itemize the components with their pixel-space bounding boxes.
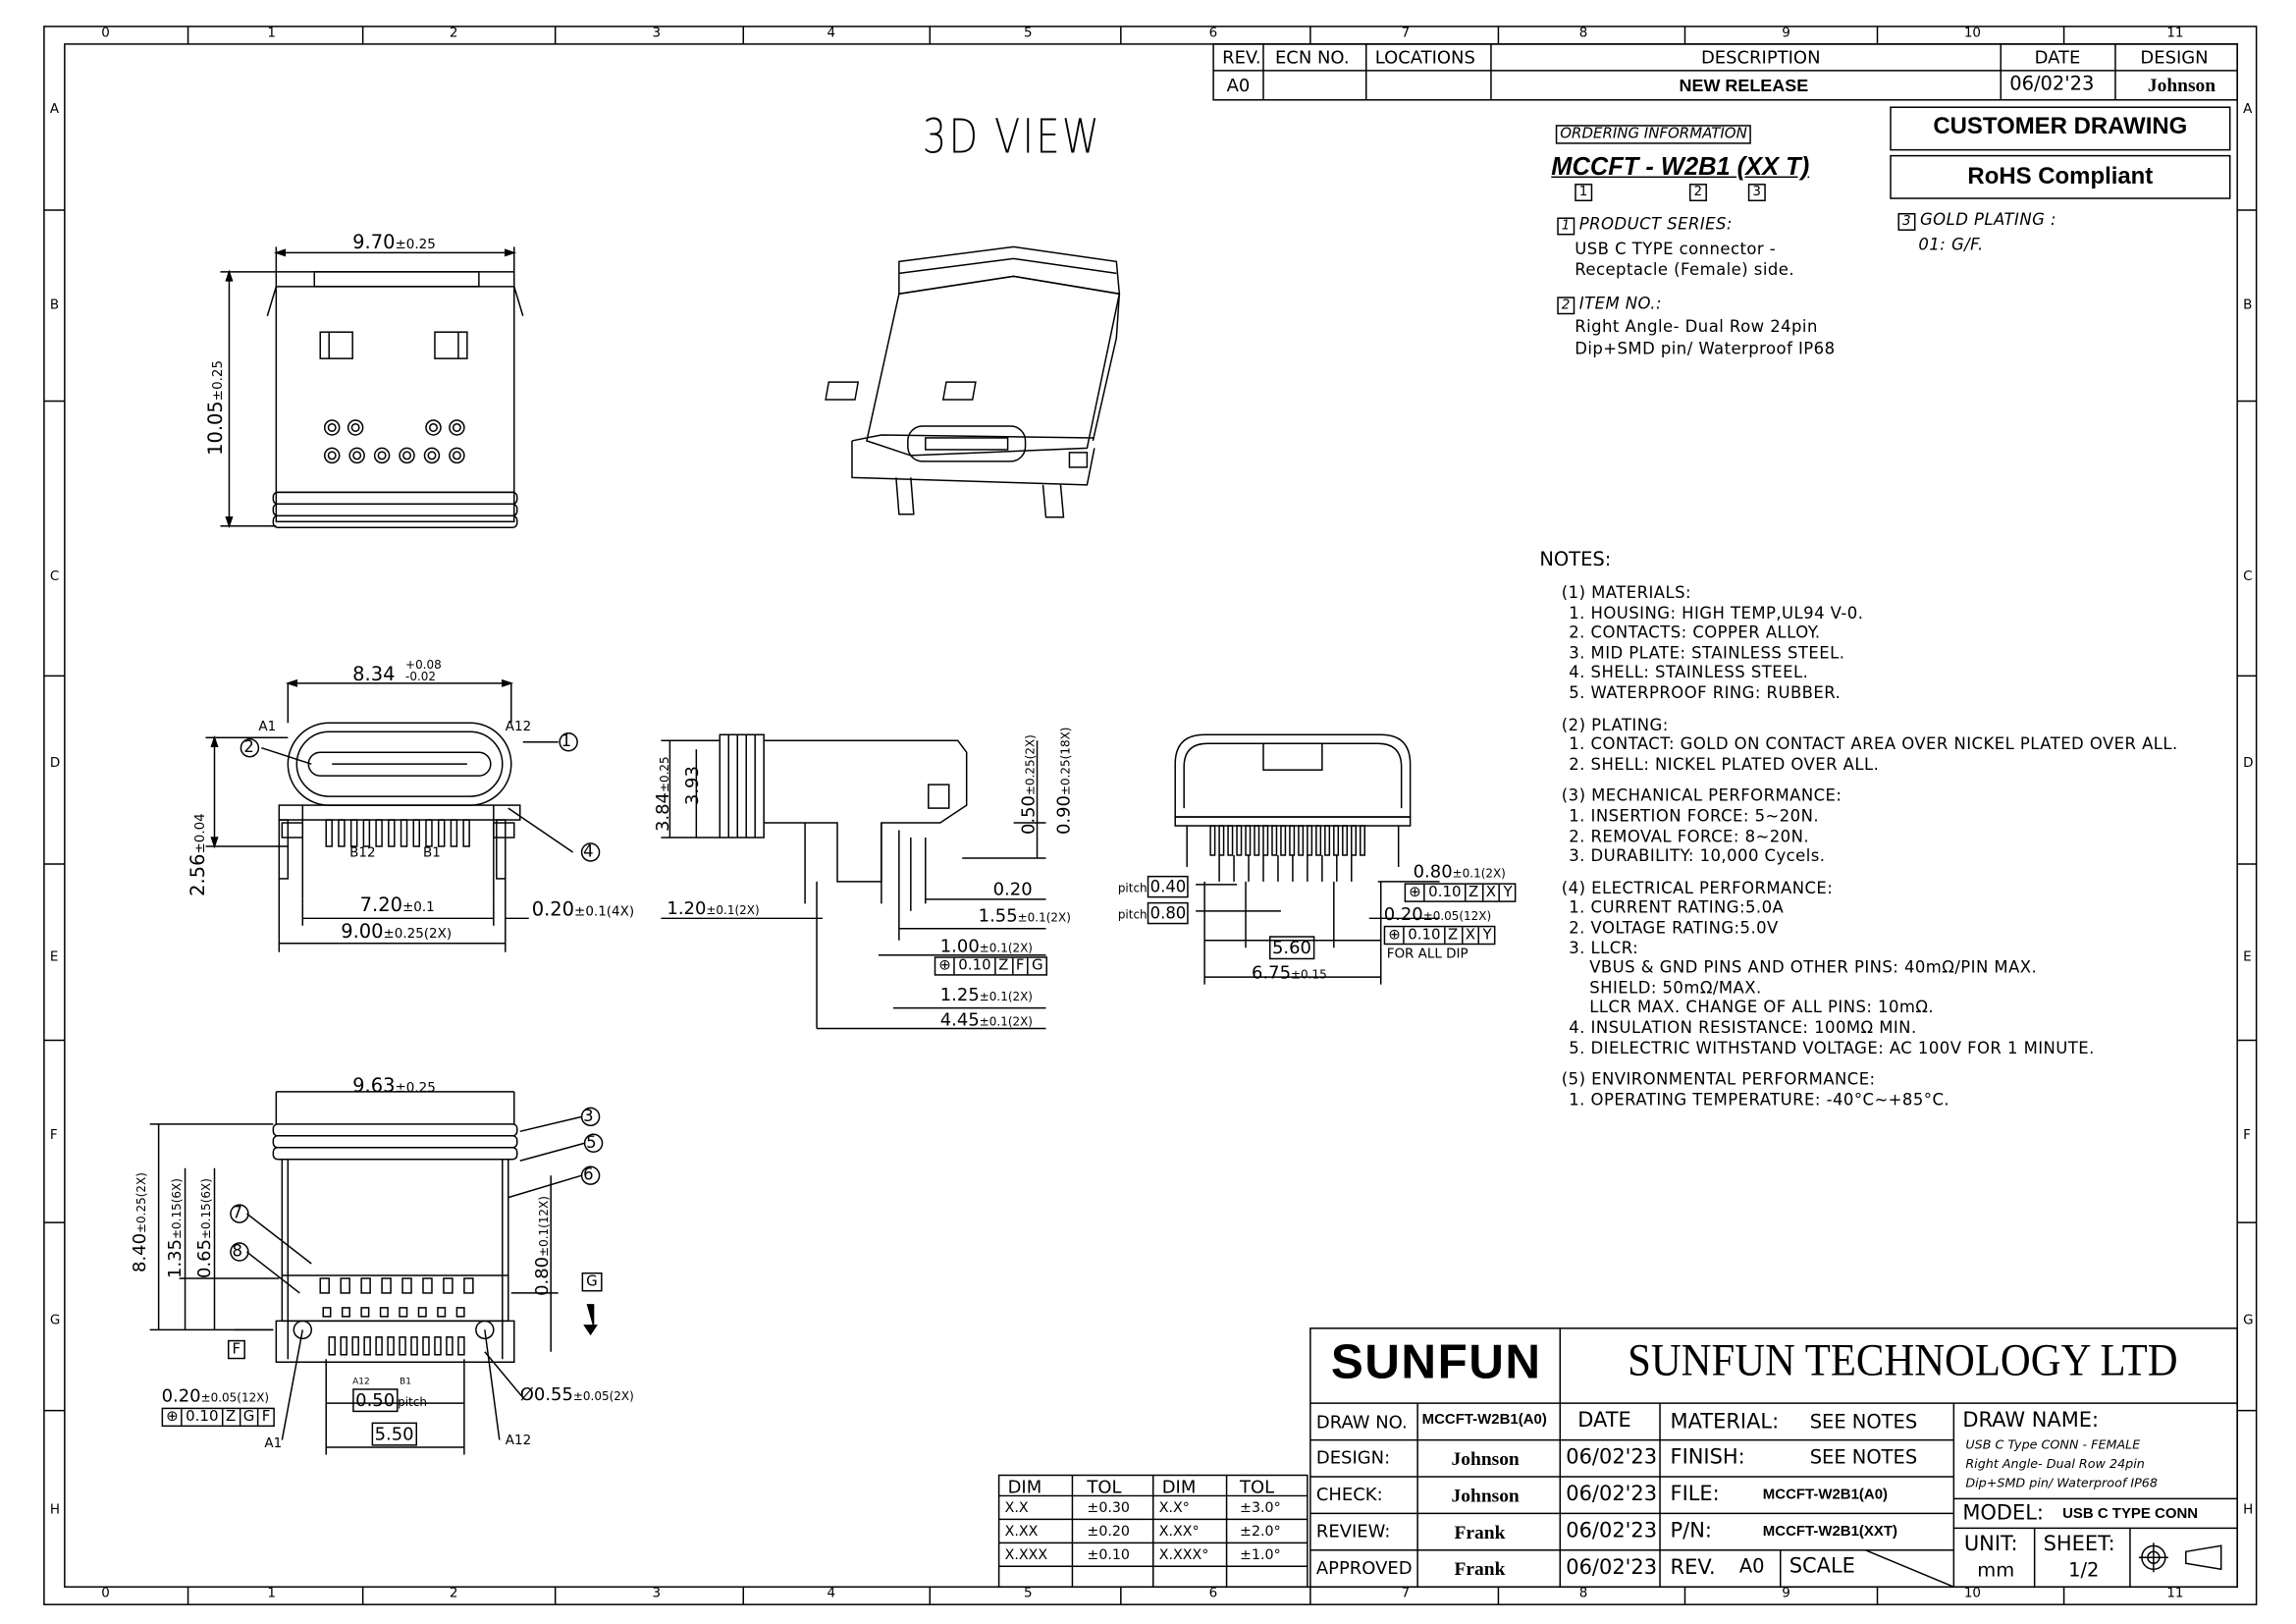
callout-6: 6 — [583, 1164, 594, 1185]
position-icon: ⊕ — [163, 1409, 183, 1425]
3d-view — [826, 246, 1119, 516]
review-name: Frank — [1454, 1520, 1506, 1543]
dim-rear-080-value: 0.80 — [1413, 860, 1453, 882]
dim-bottom-pitch-value: 0.50 — [352, 1388, 398, 1412]
tol-cell: ±1.0° — [1240, 1546, 1281, 1564]
rev-value: A0 — [1226, 75, 1251, 96]
tol-cell: X.XXX° — [1158, 1546, 1209, 1564]
draw-name-line-2: Right Angle- Dual Row 24pin — [1965, 1457, 2145, 1473]
note-line: LLCR MAX. CHANGE OF ALL PINS: 10mΩ. — [1589, 998, 1935, 1018]
note-line: 2. CONTACTS: COPPER ALLOY. — [1569, 623, 1821, 643]
note-line: 4. SHELL: STAINLESS STEEL. — [1569, 663, 1809, 682]
bottom-tp-g: G — [240, 1409, 259, 1425]
product-series-title — [1557, 214, 1733, 233]
rohs-badge: RoHS Compliant — [1967, 164, 2154, 190]
model-label: MODEL: — [1962, 1501, 2045, 1526]
dim-front-width-tol-up: +0.08 — [405, 658, 442, 672]
rear-position-tolerance-1 — [1405, 883, 1517, 901]
note-line: 3. DURABILITY: 10,000 Cycels. — [1569, 846, 1826, 866]
dim-side-120-value: 1.20 — [667, 897, 707, 919]
dim-side-393: 3.93 — [681, 766, 703, 806]
zone-col-label: 0 — [101, 1587, 110, 1602]
item-no-label: ITEM NO.: — [1578, 294, 1662, 313]
draw-no-label: DRAW NO. — [1315, 1412, 1408, 1434]
dim-rear-020-tol: ±0.05(12X) — [1422, 909, 1492, 923]
dim-top-width-value: 9.70 — [352, 232, 396, 254]
dim-bottom-width-value: 9.63 — [352, 1075, 396, 1098]
tol-cell: X.XX° — [1158, 1523, 1200, 1541]
tol-cell: X.XXX — [1004, 1546, 1048, 1564]
dim-side-090 — [1053, 728, 1074, 835]
rear-tp2-z: Z — [1445, 927, 1463, 943]
tol-header: DIM — [1161, 1476, 1197, 1497]
note-line: (2) PLATING: — [1561, 715, 1669, 734]
note-line: 1. CONTACT: GOLD ON CONTACT AREA OVER NICKEL PLATED OVER ALL. — [1569, 734, 2178, 754]
design-date: 06/02'23 — [1566, 1445, 1658, 1470]
approved-label: APPROVED — [1315, 1557, 1413, 1579]
zone-row-label: H — [49, 1502, 61, 1518]
dim-bottom-135-tol: ±0.15(6X) — [170, 1178, 185, 1239]
note-line: 3. MID PLATE: STAINLESS STEEL. — [1569, 643, 1845, 663]
note-line: 3. LLCR: — [1569, 938, 1639, 958]
zone-col-label: 9 — [1782, 1587, 1790, 1602]
dim-front-020-tol: ±0.1(4X) — [574, 904, 635, 920]
finish-value: SEE NOTES — [1809, 1447, 1918, 1470]
company-name: SUNFUN TECHNOLOGY LTD — [1628, 1333, 2178, 1386]
tol-header: TOL — [1087, 1476, 1122, 1497]
rev-header-design: DESIGN — [2140, 46, 2209, 68]
rear-tp2-x: X — [1463, 927, 1480, 943]
note-line: 2. SHELL: NICKEL PLATED OVER ALL. — [1569, 754, 1880, 775]
dim-front-height — [188, 813, 210, 896]
dim-top-height — [206, 360, 228, 456]
material-value: SEE NOTES — [1809, 1412, 1918, 1435]
callout-1: 1 — [561, 731, 572, 751]
rev-header-rev: REV. — [1222, 46, 1261, 68]
rear-tp2-y: Y — [1482, 927, 1492, 944]
tol-header: DIM — [1007, 1476, 1042, 1497]
review-label: REVIEW: — [1315, 1520, 1391, 1542]
front-label-b12: B12 — [349, 845, 376, 861]
zone-col-label: 11 — [2166, 26, 2184, 41]
rev-header-ecn: ECN NO. — [1274, 46, 1350, 68]
zone-row-label: D — [2243, 756, 2254, 772]
dim-bottom-840 — [130, 1172, 150, 1272]
dim-rear-080 — [1414, 861, 1506, 882]
notes-title: NOTES: — [1539, 549, 1612, 572]
note-line: 1. OPERATING TEMPERATURE: -40°C~+85°C. — [1569, 1090, 1950, 1110]
zone-col-label: 1 — [267, 26, 276, 41]
rev-header-description: DESCRIPTION — [1700, 46, 1821, 68]
rear-tp1-z: Z — [1466, 885, 1483, 900]
zone-col-label: 4 — [827, 1587, 836, 1602]
customer-drawing-badge: CUSTOMER DRAWING — [1933, 114, 2188, 140]
note-line: (1) MATERIALS: — [1561, 583, 1691, 603]
dim-bottom-840-tol: ±0.25(2X) — [134, 1172, 149, 1233]
ordering-marker-1: 1 — [1575, 184, 1592, 201]
rev-design: Johnson — [2147, 73, 2216, 96]
zone-row-label: C — [49, 569, 60, 585]
dim-front-height-value: 2.56 — [187, 853, 210, 896]
datum-f: F — [228, 1340, 245, 1359]
note-line: 1. CURRENT RATING:5.0A — [1569, 897, 1785, 918]
dim-bottom-135 — [165, 1178, 186, 1278]
dim-bottom-phi-tol: ±0.05(2X) — [572, 1389, 634, 1404]
callout-8: 8 — [232, 1241, 242, 1261]
check-date: 06/02'23 — [1566, 1482, 1658, 1506]
zone-row-label: E — [49, 950, 59, 966]
tol-cell: ±0.30 — [1087, 1499, 1130, 1517]
note-line: 1. INSERTION FORCE: 5~20N. — [1569, 806, 1820, 827]
zone-col-label: 2 — [449, 1587, 458, 1602]
dim-side-120 — [667, 897, 759, 918]
tol-cell: ±0.20 — [1087, 1523, 1130, 1541]
note-line: VBUS & GND PINS AND OTHER PINS: 40mΩ/PIN MAX. — [1589, 957, 2038, 978]
dim-top-width-tol: ±0.25 — [395, 238, 436, 253]
rev-header-date: DATE — [2034, 46, 2081, 68]
dim-top-width — [352, 232, 436, 253]
datum-g: G — [582, 1272, 603, 1291]
zone-col-label: 0 — [101, 26, 110, 41]
dim-bottom-020-tol: ±0.05(12X) — [200, 1391, 270, 1405]
design-name: Johnson — [1451, 1447, 1520, 1470]
dim-side-100-tol: ±0.1(2X) — [979, 942, 1033, 955]
dim-rear-675-tol: ±0.15 — [1291, 968, 1327, 982]
tol-cell: ±0.10 — [1087, 1546, 1130, 1564]
dim-side-445 — [940, 1009, 1033, 1030]
item-no-line-1: Right Angle- Dual Row 24pin — [1575, 317, 1818, 337]
dim-side-120-tol: ±0.1(2X) — [706, 903, 760, 917]
note-line: 4. INSULATION RESISTANCE: 100MΩ MIN. — [1569, 1018, 1917, 1038]
zone-row-label: B — [2243, 298, 2253, 313]
dim-rear-675 — [1252, 962, 1327, 983]
dim-bottom-065-value: 0.65 — [193, 1238, 215, 1278]
zone-col-label: 6 — [1208, 1587, 1218, 1602]
dim-front-720-value: 7.20 — [359, 894, 402, 917]
dim-side-100 — [940, 936, 1033, 956]
dim-side-050 — [1018, 734, 1039, 835]
zone-row-label: F — [49, 1128, 58, 1144]
tol-cell: X.X — [1004, 1499, 1029, 1517]
note-line: SHIELD: 50mΩ/MAX. — [1589, 978, 1762, 998]
dim-bottom-phi-value: Ø0.55 — [519, 1383, 573, 1405]
rear-pitch-word-1: pitch — [1117, 881, 1148, 895]
zone-col-label: 6 — [1208, 26, 1218, 41]
bottom-label-a12: A12 — [505, 1434, 532, 1449]
note-line: 5. WATERPROOF RING: RUBBER. — [1569, 682, 1842, 703]
note-line: (3) MECHANICAL PERFORMANCE: — [1561, 786, 1842, 806]
dim-bottom-pitch-label: pitch — [398, 1395, 427, 1410]
zone-col-label: 1 — [267, 1587, 276, 1602]
dim-bottom-080-tol: ±0.1(12X) — [537, 1196, 552, 1257]
rev-label: REV. — [1670, 1555, 1716, 1580]
dim-bottom-840-value: 8.40 — [129, 1232, 150, 1272]
rear-for-all-dip: FOR ALL DIP — [1386, 947, 1468, 963]
note-line: 1. HOUSING: HIGH TEMP,UL94 V-0. — [1569, 603, 1864, 623]
dim-bottom-065 — [194, 1178, 215, 1278]
side-tp-f: F — [1013, 958, 1029, 974]
rear-tp1-value: 0.10 — [1425, 885, 1466, 900]
dim-side-155-value: 1.55 — [978, 904, 1018, 926]
front-label-a12: A12 — [505, 720, 532, 735]
dim-side-125 — [940, 985, 1033, 1005]
zone-col-label: 5 — [1024, 1587, 1033, 1602]
dim-bottom-pitch — [352, 1390, 427, 1411]
callout-5: 5 — [586, 1132, 597, 1153]
dim-side-384 — [652, 756, 672, 832]
note-line: 2. VOLTAGE RATING:5.0V — [1569, 918, 1779, 938]
note-line: 5. DIELECTRIC WITHSTAND VOLTAGE: AC 100V FOR 1 MINUTE. — [1569, 1038, 2095, 1057]
sheet-value: 1/2 — [2068, 1560, 2100, 1583]
tol-cell: ±2.0° — [1240, 1523, 1281, 1541]
dim-side-050-value: 0.50 — [1018, 795, 1040, 836]
rear-tp1-y: Y — [1503, 884, 1513, 901]
dim-rear-020-value: 0.20 — [1383, 903, 1423, 925]
dim-side-155 — [979, 905, 1071, 926]
gold-plating-marker: 3 — [1897, 213, 1915, 231]
bottom-label-b1-pin: B1 — [400, 1377, 411, 1387]
dim-side-125-value: 1.25 — [939, 984, 980, 1005]
zone-col-label: 2 — [449, 26, 458, 41]
dim-top-height-tol: ±0.25 — [211, 359, 227, 402]
dim-front-900 — [341, 921, 452, 943]
tol-cell: X.X° — [1158, 1499, 1190, 1517]
tol-cell: X.XX — [1004, 1523, 1039, 1541]
note-line: (4) ELECTRICAL PERFORMANCE: — [1561, 878, 1834, 898]
zone-col-label: 7 — [1401, 26, 1411, 41]
dim-side-155-tol: ±0.1(2X) — [1017, 910, 1071, 925]
dim-side-384-value: 3.84 — [652, 792, 673, 833]
view-title-3d: 3D VIEW — [922, 108, 1102, 165]
dim-side-100-value: 1.00 — [939, 936, 980, 957]
zone-row-label: F — [2243, 1128, 2251, 1144]
dim-rear-020 — [1384, 903, 1491, 924]
product-series-label: PRODUCT SERIES: — [1578, 214, 1733, 234]
bottom-position-tolerance — [162, 1408, 275, 1427]
zone-row-label: B — [49, 298, 60, 313]
product-series-line-2: Receptacle (Female) side. — [1575, 259, 1795, 280]
dim-front-width-tol — [405, 660, 442, 683]
zone-col-label: 8 — [1578, 26, 1588, 41]
file-value: MCCFT-W2B1(A0) — [1762, 1487, 1889, 1503]
dim-rear-080-tol: ±0.1(2X) — [1452, 866, 1506, 881]
dim-bottom-width — [352, 1075, 436, 1097]
dim-bottom-550: 5.50 — [372, 1423, 417, 1446]
unit-label: UNIT: — [1963, 1532, 2018, 1556]
position-icon: ⊕ — [935, 958, 955, 974]
ordering-part-number: MCCFT - W2B1 (XX T) — [1551, 152, 1810, 182]
dim-bottom-phi — [520, 1384, 634, 1405]
rev-block-value: A0 — [1738, 1555, 1765, 1579]
rear-pitch-value-2: 0.80 — [1148, 902, 1190, 924]
dim-front-width-tol-down: -0.02 — [405, 670, 437, 683]
material-label: MATERIAL: — [1670, 1410, 1780, 1435]
zone-col-label: 10 — [1963, 1587, 1981, 1602]
zone-row-label: H — [2243, 1502, 2254, 1518]
callout-2: 2 — [243, 737, 254, 757]
zone-col-label: 3 — [652, 1587, 662, 1602]
note-line: (5) ENVIRONMENTAL PERFORMANCE: — [1561, 1069, 1876, 1090]
approved-date: 06/02'23 — [1566, 1555, 1658, 1580]
rear-tp2-value: 0.10 — [1405, 927, 1445, 943]
review-date: 06/02'23 — [1566, 1519, 1658, 1543]
zone-row-label: G — [49, 1313, 61, 1328]
zone-row-label: E — [2243, 950, 2252, 966]
projection-symbol-icon — [2139, 1543, 2227, 1575]
draw-name-label: DRAW NAME: — [1962, 1409, 2100, 1434]
dim-side-090-tol: ±0.25(18X) — [1058, 727, 1073, 796]
rear-position-tolerance-2 — [1384, 926, 1496, 945]
dim-front-900-tol: ±0.25(2X) — [383, 927, 453, 943]
dim-side-125-tol: ±0.1(2X) — [979, 990, 1033, 1004]
ordering-label: ORDERING INFORMATION — [1556, 125, 1751, 143]
dim-side-384-tol: ±0.25 — [658, 756, 671, 793]
draw-name-line-1: USB C Type CONN - FEMALE — [1965, 1438, 2141, 1454]
side-tp-value: 0.10 — [955, 958, 995, 974]
draw-name-line-3: Dip+SMD pin/ Waterproof IP68 — [1965, 1476, 2158, 1491]
pn-value: MCCFT-W2B1(XXT) — [1762, 1523, 1897, 1541]
dim-bottom-020 — [162, 1385, 269, 1406]
company-logo: SUNFUN — [1330, 1333, 1542, 1389]
side-tp-z: Z — [995, 958, 1013, 974]
position-icon: ⊕ — [1385, 927, 1405, 943]
draw-no-value: MCCFT-W2B1(A0) — [1421, 1412, 1547, 1429]
zone-row-label: G — [2243, 1313, 2254, 1328]
rev-description: NEW RELEASE — [1679, 75, 1809, 96]
zone-row-label: C — [2243, 569, 2253, 585]
rear-tp1-x: X — [1483, 885, 1501, 900]
front-label-b1: B1 — [422, 845, 441, 861]
model-value: USB C TYPE CONN — [2062, 1505, 2199, 1523]
ordering-marker-3: 3 — [1748, 184, 1766, 201]
zone-row-label: A — [49, 102, 60, 118]
design-label: DESIGN: — [1315, 1447, 1391, 1469]
dim-front-900-value: 9.00 — [341, 921, 384, 944]
dim-side-090-value: 0.90 — [1052, 795, 1074, 836]
dim-bottom-065-tol: ±0.15(6X) — [199, 1178, 213, 1239]
zone-col-label: 7 — [1401, 1587, 1411, 1602]
dim-front-720-tol: ±0.1 — [401, 900, 435, 916]
product-series-marker: 1 — [1557, 217, 1575, 235]
product-series-line-1: USB C TYPE connector - — [1575, 239, 1777, 259]
tol-cell: ±3.0° — [1240, 1499, 1281, 1517]
position-icon: ⊕ — [1406, 885, 1425, 900]
scale-label: SCALE — [1789, 1554, 1855, 1579]
dim-front-020-value: 0.20 — [531, 898, 575, 922]
zone-col-label: 3 — [652, 26, 662, 41]
item-no-marker: 2 — [1557, 297, 1575, 314]
ordering-marker-2: 2 — [1689, 184, 1707, 201]
rear-pitch-label-1 — [1118, 877, 1189, 895]
zone-col-label: 4 — [827, 26, 836, 41]
dim-front-width-value: 8.34 — [352, 664, 396, 686]
note-line: 2. REMOVAL FORCE: 8~20N. — [1569, 826, 1810, 846]
item-no-line-2: Dip+SMD pin/ Waterproof IP68 — [1575, 339, 1836, 359]
dim-side-445-tol: ±0.1(2X) — [979, 1015, 1033, 1029]
check-label: CHECK: — [1315, 1484, 1383, 1505]
rev-date: 06/02'23 — [2009, 73, 2095, 96]
bottom-tp-value: 0.10 — [183, 1409, 223, 1425]
dim-side-445-value: 4.45 — [939, 1009, 980, 1031]
gold-plating-label: GOLD PLATING : — [1919, 209, 2056, 230]
sheet-label: SHEET: — [2043, 1532, 2115, 1556]
finish-label: FINISH: — [1670, 1445, 1745, 1470]
pn-label: P/N: — [1670, 1519, 1712, 1543]
front-label-a1: A1 — [258, 720, 277, 735]
zone-col-label: 9 — [1782, 26, 1790, 41]
dim-front-020 — [532, 899, 634, 921]
bottom-tp-z: Z — [223, 1409, 240, 1425]
gold-plating-value: 01: G/F. — [1918, 235, 1984, 254]
rev-header-locations: LOCATIONS — [1374, 46, 1475, 68]
dim-bottom-width-tol: ±0.25 — [395, 1081, 436, 1097]
side-position-tolerance — [934, 956, 1047, 975]
dim-bottom-135-value: 1.35 — [164, 1238, 186, 1278]
check-name: Johnson — [1451, 1484, 1520, 1506]
dim-rear-675-value: 6.75 — [1252, 962, 1292, 984]
rear-pitch-label-2 — [1118, 903, 1189, 922]
unit-value: mm — [1977, 1560, 2015, 1583]
rear-pitch-value-1: 0.40 — [1148, 876, 1190, 897]
approved-name: Frank — [1454, 1557, 1506, 1580]
callout-3: 3 — [583, 1106, 594, 1126]
zone-col-label: 11 — [2166, 1587, 2184, 1602]
callout-4: 4 — [583, 841, 594, 861]
dim-bottom-080-value: 0.80 — [531, 1256, 553, 1296]
side-tp-g: G — [1031, 957, 1043, 975]
dim-front-720 — [360, 894, 435, 916]
file-label: FILE: — [1670, 1482, 1720, 1506]
bottom-tp-f: F — [261, 1409, 271, 1426]
date-label: DATE — [1577, 1409, 1631, 1434]
dim-side-020: 0.20 — [992, 878, 1033, 899]
rear-pitch-word-2: pitch — [1117, 907, 1148, 922]
dim-top-height-value: 10.05 — [205, 401, 228, 456]
zone-row-label: A — [2243, 102, 2253, 118]
dim-side-050-tol: ±0.25(2X) — [1024, 734, 1038, 796]
zone-row-label: D — [49, 756, 61, 772]
dim-front-height-tol: ±0.04 — [193, 813, 209, 854]
item-no-title — [1557, 294, 1662, 312]
tol-header: TOL — [1240, 1476, 1275, 1497]
zone-col-label: 10 — [1963, 26, 1981, 41]
dim-rear-560: 5.60 — [1269, 936, 1314, 959]
zone-col-label: 5 — [1024, 26, 1033, 41]
gold-plating-title — [1897, 210, 2056, 229]
zone-col-label: 8 — [1578, 1587, 1588, 1602]
top-view — [220, 246, 522, 527]
dim-front-width — [352, 664, 395, 685]
callout-7: 7 — [232, 1203, 242, 1223]
bottom-label-a1: A1 — [264, 1436, 283, 1452]
dim-bottom-020-value: 0.20 — [161, 1385, 201, 1407]
dim-bottom-080 — [532, 1196, 553, 1296]
bottom-label-a12-pin: A12 — [352, 1377, 370, 1387]
